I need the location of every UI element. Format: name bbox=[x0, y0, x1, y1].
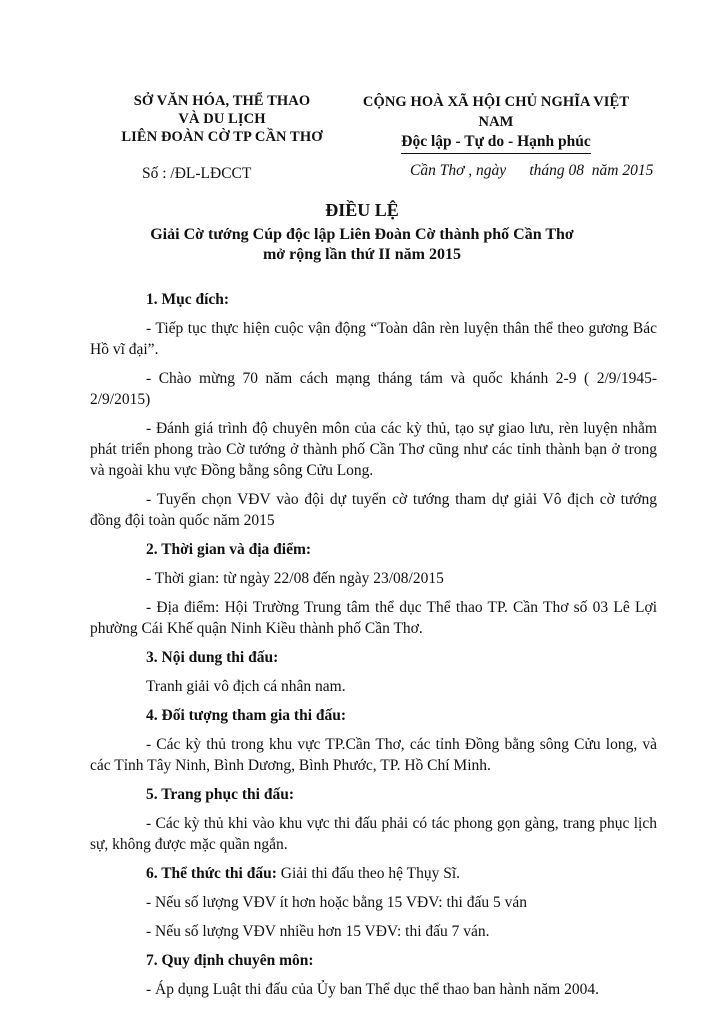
section-5-paragraph: - Các kỳ thủ khi vào khu vực thi đấu phải có tác phong gọn gàng, trang phục lịch sự, không được mặc quần ngắn. bbox=[90, 815, 657, 853]
document-body bbox=[90, 289, 657, 1000]
section-1-paragraph: - Tuyển chọn VĐV vào đội dự tuyển cờ tướng tham dự giải Vô địch cờ tướng đồng đội toàn quốc năm 2015 bbox=[90, 491, 657, 529]
section-6-paragraph: - Nếu số lượng VĐV nhiều hơn 15 VĐV: thi đấu 7 ván. bbox=[146, 923, 490, 940]
place-and-date: Cần Thơ , ngày tháng 08 năm 2015 bbox=[410, 162, 654, 179]
section-6-paragraph: - Nếu số lượng VĐV ít hơn hoặc bằng 15 VĐV: thi đấu 5 ván bbox=[146, 894, 527, 911]
org-line-3: LIÊN ĐOÀN CỜ TP CẦN THƠ bbox=[121, 129, 323, 145]
section-1-heading: 1. Mục đích: bbox=[146, 291, 230, 308]
section-5-heading: 5. Trang phục thi đấu: bbox=[146, 786, 295, 803]
section-3-heading: 3. Nội dung thi đấu: bbox=[146, 649, 279, 666]
section-7-paragraph: - Áp dụng Luật thi đấu của Ủy ban Thể dục thể thao ban hành năm 2004. bbox=[146, 981, 599, 998]
section-6-heading: 6. Thể thức thi đấu: bbox=[146, 865, 277, 882]
section-1-paragraph: - Tiếp tục thực hiện cuộc vận động “Toàn dân rèn luyện thân thể theo gương Bác Hồ vĩ đại”. bbox=[90, 320, 657, 358]
section-4-paragraph: - Các kỳ thủ trong khu vực TP.Cần Thơ, các tỉnh Đồng bằng sông Cửu long, và các Tỉnh Tây Ninh, Bình Dương, Bình Phước, TP. Hồ Chí Minh. bbox=[90, 736, 657, 774]
nation-motto: Độc lập - Tự do - Hạnh phúc bbox=[401, 132, 590, 154]
section-2-paragraph: - Địa điểm: Hội Trường Trung tâm thể dục Thể thao TP. Cần Thơ số 03 Lê Lợi phường Cái Khế quận Ninh Kiều thành phố Cần Thơ. bbox=[90, 599, 657, 637]
nation-title: CỘNG HOÀ XÃ HỘI CHỦ NGHĨA VIỆT NAM bbox=[362, 94, 630, 130]
org-line-1: SỞ VĂN HÓA, THỂ THAO bbox=[133, 93, 311, 109]
section-1-paragraph: - Chào mừng 70 năm cách mạng tháng tám và quốc khánh 2-9 ( 2/9/1945-2/9/2015) bbox=[90, 370, 657, 408]
org-line-2: VÀ DU LỊCH bbox=[178, 111, 266, 127]
issuing-organization bbox=[92, 92, 352, 146]
section-1-paragraph: - Đánh giá trình độ chuyên môn của các kỳ thủ, tạo sự giao lưu, rèn luyện nhằm phát triển phong trào Cờ tướng ở thành phố Cần Thơ cũng như các tỉnh thành bạn ở trong và ngoài khu vực Đồng bằng sông Cửu Long. bbox=[90, 420, 657, 479]
section-6-heading-line bbox=[90, 863, 657, 884]
section-3-paragraph: Tranh giải vô địch cá nhân nam. bbox=[146, 678, 346, 695]
section-2-paragraph: - Thời gian: từ ngày 22/08 đến ngày 23/08/2015 bbox=[146, 570, 444, 587]
section-2-heading: 2. Thời gian và địa điểm: bbox=[146, 541, 312, 558]
national-header bbox=[348, 92, 644, 154]
document-number: Số : /ĐL-LĐCCT bbox=[142, 165, 252, 182]
document-title: ĐIỀU LỆ bbox=[325, 200, 399, 220]
section-4-heading: 4. Đối tượng tham gia thi đấu: bbox=[146, 707, 347, 724]
section-6-heading-text: Giải thi đấu theo hệ Thụy Sĩ. bbox=[276, 865, 460, 882]
document-subtitle-line-1: Giải Cờ tướng Cúp độc lập Liên Đoàn Cờ thành phố Cần Thơ bbox=[150, 226, 574, 243]
document-subtitle-line-2: mở rộng lần thứ II năm 2015 bbox=[262, 246, 462, 263]
section-7-heading: 7. Quy định chuyên môn: bbox=[146, 952, 314, 969]
